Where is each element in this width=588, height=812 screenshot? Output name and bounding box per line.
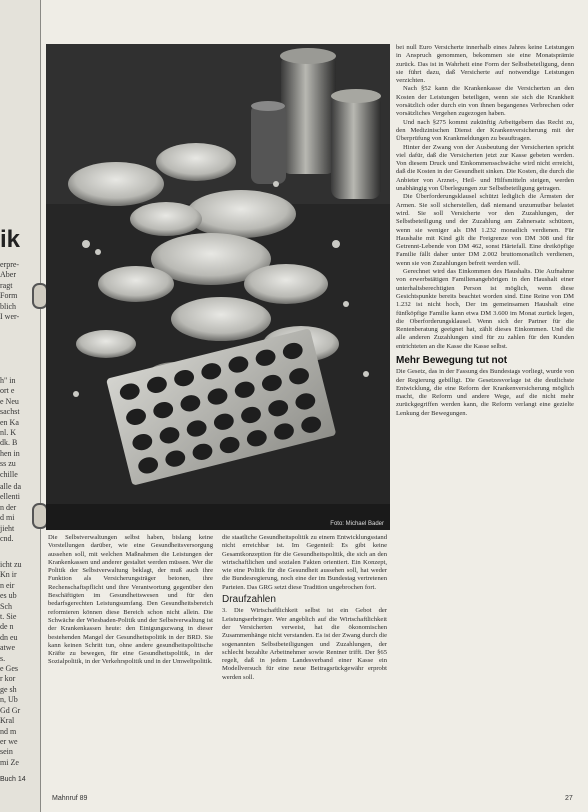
prev-line: en Ka (0, 417, 19, 427)
photo-credit: Foto: Michael Bader (330, 521, 384, 527)
prev-line: s. (0, 653, 6, 663)
prev-line: sein (0, 747, 13, 757)
prev-line: hen in (0, 448, 20, 458)
prev-line: atwe (0, 643, 16, 653)
previous-page-footer: Buch 14 (0, 776, 26, 783)
paragraph: Und nach §275 kommt zukünftig Arbeitgebern das Recht zu, den Medizinischen Dienst der Krankenversicherung mit der Überprüfung von Krankmeldungen zu beauftragen. (396, 118, 574, 143)
prev-line: cnd. (0, 534, 14, 544)
prev-line: t. Sie (0, 612, 17, 622)
article-photo (46, 44, 390, 530)
prev-line: n der (0, 502, 17, 512)
prev-line: Kral (0, 716, 15, 726)
prev-line: ss zu (0, 459, 16, 469)
paragraph: 3. Die Wirtschaftlichkeit selbst ist ein Gebot der Leistungserbringer. Wer angeblich auf die Wirtschaftlichkeit der Versicherten verweist, hat die ökonomischen Zusammenhänge nicht verstanden. Es ist der Zwang durch die sogenannten Selbstbeteiligungen und Zuzahlungen, der schlecht bezahlte Arbeitnehmer sowie Rentner trifft. Der §65 regelt, daß in jedem Landesverband einer Kasse ein Modellversuch für eine neue Beitragsrückgewähr erprobt werden soll. (222, 607, 387, 681)
prev-line: Aber (0, 270, 16, 280)
prev-line: ellenti (0, 492, 20, 502)
prev-line: dn eu (0, 632, 18, 642)
prev-line: chille (0, 469, 18, 479)
page-number: 27 (565, 795, 573, 802)
prev-line: h" in (0, 376, 16, 385)
prev-line: n eir (0, 580, 15, 590)
subheading-mehr-bewegung: Mehr Bewegung tut not (396, 354, 508, 366)
prev-line: nd m (0, 726, 17, 736)
prev-line: erpre- (0, 260, 20, 269)
paragraph: die staatliche Gesundheitspolitik zu einem Entwicklungsstand nicht erreichbar ist. Im Gegenteil: Es gibt keine Gesamtkonzeption für die Gesundheitspolitik, die sich an den wirtschaftlichen und sozialen Fakten orientiert. Ein Konzept, wie eine Politik für die Gesundheit aussehen soll, hat weder die Bundesregierung, noch eine der im Bundestag vertretenen Parteien. Das GRG setzt diese Tradition ungebrochen fort. (222, 534, 387, 591)
paragraph: bei null Euro Versicherte innerhalb eines Jahres keine Leistungen in Anspruch genommen, bekommen sie eine Monatsprämie zurück. Das ist in Wahrheit eine Form der Selbstbeteiligung, denn sie führt dazu, daß Versicherte auf notwendige Leistungen verzichten. (396, 44, 574, 85)
paragraph: Die Gesetz, das in der Fassung des Bundestags vorliegt, wurde von der Regierung gebilligt. Die Gesetzesvorlage ist die deutlichste Entwicklung, die eine Reform der Krankenversicherung möglich macht, die Reform und andere Wege, auf die nicht mehr zurückgegriffen werden kann, die Reform verlangt eine gezielte Lenkung der Bewegungen. (396, 368, 574, 417)
prev-line: d mi (0, 513, 15, 523)
previous-page-text-mid (0, 376, 38, 480)
prev-line: Form (0, 291, 18, 301)
previous-page-edge (0, 0, 41, 812)
prev-line: n, Ub (0, 695, 18, 705)
prev-line: nl. K (0, 428, 16, 438)
prev-line: ragt (0, 280, 13, 290)
prev-line: Sch (0, 601, 12, 611)
prev-line: es ub (0, 591, 17, 601)
prev-line: blich (0, 301, 16, 311)
paragraph: Hinter der Zwang von der Ausbeutung der Versicherten spricht viel dafür, daß die Versicherten jetzt zur Kasse gebeten werden. Von diesem Druck und Einkommensschwäche wird nicht erreicht, daß die Kosten in der Gesundheit sinken. Die Kosten, die durch die Anbieter von Arznei-, Heil- und Hilfsmitteln steigen, werden unabhängig von Überlegungen zur Selbstbeteiligung getragen. (396, 143, 574, 193)
article-column-3 (396, 44, 574, 418)
prev-line: sachst (0, 407, 20, 417)
prev-line: e Neu (0, 396, 19, 406)
prev-line: icht zu (0, 560, 22, 569)
previous-page-heading: ik (0, 226, 21, 253)
article-column-2 (222, 534, 387, 682)
prev-line: de n (0, 622, 14, 632)
paragraph: Nach §52 kann die Krankenkasse die Versicherten an den Kosten der Leistungen beteiligen, wenn sie sich die Krankheit vorsätzlich oder durch ein von ihnen begangenes Verbrechen oder vorsätzliches Vergehen zugezogen haben. (396, 85, 574, 118)
prev-line: mi Ze (0, 757, 19, 767)
previous-page-text-bottom (0, 560, 38, 768)
medicine-photo-illustration (46, 44, 390, 530)
paragraph: Die Überforderungsklausel schützt lediglich die Ärmsten der Armen. Sie soll sicherstellen, daß niemand unzumutbar belastet wird. Sie soll Versicherte vor den Zuzahlungen, der Selbstbeteiligung und der Zuzahlung am Zahnersatz schützen, wenn sie weniger als DM 1.232 monatlich verdienen. Für Haushalte mit Kind gilt die Freigrenze von DM 308 und für Getrennt-Lebende von DM 462, sonst Härtefall. Eine dreiköpfige Familie fällt daher unter DM 2.002 bruttomonatlich verdienen, wenn sie von Zuzahlungen befreit werden will. (396, 193, 574, 267)
prev-line: ge sh (0, 684, 17, 694)
prev-line: Gd Gr (0, 705, 21, 715)
paragraph: Gerechnet wird das Einkommen des Haushalts. Die Aufnahme von erwerbstätigen Familienangehörigen in den Haushalt einer unterhaltsberechtigten Person ist möglich, wenn diese Gesichtspunkte bereits beachtet worden sind. Eine Reine von DM 1.232 ist nicht hoch, Der im gemeinsamen Haushalt eine fünfköpfige Familie kann etwa DM 3.600 im Monat zurück legen, die Oberforderungsklausel. Wenn sich der Partner für die Rentenberatung geeignet hat, zählt dieses Einkommen. Und die alle anderen Zuzahlungen sind für zu zahlen für den Kunden entrichteten an die Kasse die Kasse selbst. (396, 268, 574, 350)
prev-line: r kor (0, 674, 16, 684)
prev-line: e Ges (0, 664, 18, 674)
prev-line: ort e (0, 386, 15, 396)
article-column-1 (48, 534, 213, 667)
prev-line: I wer- (0, 312, 20, 322)
prev-line: jieht (0, 523, 15, 533)
prev-line: alle da (0, 482, 22, 491)
prev-line: dk. B (0, 438, 18, 448)
footer-publication: Mahnruf 89 (52, 795, 88, 802)
prev-line: er we (0, 736, 18, 746)
prev-line: Kn ir (0, 570, 17, 580)
paragraph: Die Selbstverwaltungen selbst haben, bislang keine Vorstellungen darüber, wie eine Gesundheitsversorgung aussehen soll, mit welchen Maßnahmen die Leistungen der Krankenkassen und anderer gestaltet werden müssen. Wer die Politik der Selbstverwaltung beklagt, der muß auch ihre Funktion als Versicherungsträger betonen, ihre Rechenschaftspflicht und ihre Verantwortung gegenüber den Beschäftigten im Gesundheitswesen und für den bedarfsgerechten Leistungsumfang. Den Gesundheitsbereich reformieren können diese Bereich schon nicht allein. Die Schwäche der Wiesbaden-Politik und der Selbstverwaltung ist der Krankenkassen heute: den Einigungszwang in dieser bestehenden Mangel der Gesundheitspolitik in der BRD. Sie kann keinen Schritt tun, ohne andere gesundheitspolitische Kräfte zu bewegen, für eine Gesundheitspolitik, in der Sozialpolitik, in der Verkehrspolitik und in der Umweltpolitik. (48, 534, 213, 666)
subheading-draufzahlen: Draufzahlen (222, 594, 276, 606)
